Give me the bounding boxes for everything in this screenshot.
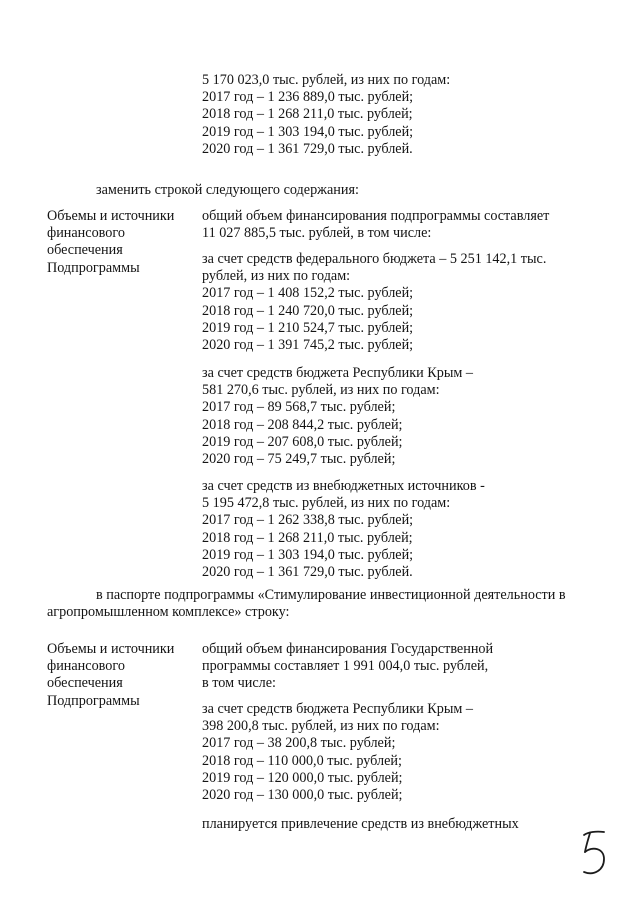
- passport-paragraph-line1: в паспорте подпрограммы «Стимулирование инвестиционной деятельности в: [96, 587, 566, 603]
- text-line: 11 027 885,5 тыс. рублей, в том числе:: [202, 225, 432, 242]
- text-line: 2017 год – 89 568,7 тыс. рублей;: [202, 399, 396, 416]
- text-line: 2019 год – 1 303 194,0 тыс. рублей;: [202, 123, 414, 140]
- text-line: 5 170 023,0 тыс. рублей, из них по годам:: [202, 72, 451, 88]
- label-line: обеспечения: [47, 675, 123, 692]
- table1-crimea-budget: [202, 365, 473, 468]
- text-line: 2017 год – 38 200,8 тыс. рублей;: [202, 735, 396, 752]
- passport-paragraph-line2: агропромышленном комплексе» строку:: [47, 604, 290, 620]
- text-line: 2018 год – 1 268 211,0 тыс. рублей;: [202, 106, 413, 123]
- text-line: 2019 год – 1 303 194,0 тыс. рублей;: [202, 546, 414, 563]
- replace-instruction: заменить строкой следующего содержания:: [96, 182, 359, 198]
- text-line: 2017 год – 1 262 338,8 тыс. рублей;: [202, 512, 414, 529]
- text-line: 398 200,8 тыс. рублей, из них по годам:: [202, 718, 440, 735]
- text-line: 2018 год – 110 000,0 тыс. рублей;: [202, 752, 402, 769]
- text-line: 2020 год – 1 361 729,0 тыс. рублей.: [202, 140, 413, 157]
- previous-funding-tail: [202, 72, 450, 158]
- text-line: программы составляет 1 991 004,0 тыс. рублей,: [202, 658, 489, 675]
- label-line: финансового: [47, 658, 125, 675]
- table1-total: [202, 208, 549, 242]
- label-line: Объемы и источники: [47, 208, 175, 224]
- label-line: Подпрограммы: [47, 692, 140, 709]
- text-line: в том числе:: [202, 675, 276, 692]
- text-line: общий объем финансирования Государственной: [202, 641, 494, 657]
- text-line: 2019 год – 120 000,0 тыс. рублей;: [202, 769, 403, 786]
- text-line: за счет средств бюджета Республики Крым –: [202, 365, 473, 381]
- handwritten-page-number: [574, 826, 614, 882]
- text-line: за счет средств федерального бюджета – 5 251 142,1 тыс.: [202, 251, 547, 267]
- text-line: 5 195 472,8 тыс. рублей, из них по годам:: [202, 495, 451, 512]
- label-line: обеспечения: [47, 242, 123, 259]
- label-line: финансового: [47, 225, 125, 242]
- text-line: 2017 год – 1 236 889,0 тыс. рублей;: [202, 89, 414, 106]
- table1-extrabudget: [202, 478, 485, 581]
- table2-total: [202, 641, 493, 693]
- handwritten-five-icon: [574, 826, 614, 882]
- text-line: 581 270,6 тыс. рублей, из них по годам:: [202, 382, 440, 399]
- label-line: Объемы и источники: [47, 641, 175, 657]
- text-line: 2019 год – 1 210 524,7 тыс. рублей;: [202, 319, 414, 336]
- text-line: 2018 год – 1 240 720,0 тыс. рублей;: [202, 302, 414, 319]
- text-line: 2018 год – 1 268 211,0 тыс. рублей;: [202, 529, 413, 546]
- text-line: 2020 год – 1 391 745,2 тыс. рублей;: [202, 337, 414, 354]
- text-line: 2020 год – 1 361 729,0 тыс. рублей.: [202, 564, 413, 581]
- label-line: Подпрограммы: [47, 259, 140, 276]
- text-line: 2018 год – 208 844,2 тыс. рублей;: [202, 416, 403, 433]
- text-line: 2020 год – 75 249,7 тыс. рублей;: [202, 451, 396, 468]
- text-line: 2017 год – 1 408 152,2 тыс. рублей;: [202, 285, 414, 302]
- table2-crimea-budget: [202, 701, 473, 804]
- text-line: за счет средств бюджета Республики Крым –: [202, 701, 473, 717]
- table2-extrabudget-intro: планируется привлечение средств из внебюджетных: [202, 816, 519, 832]
- text-line: 2019 год – 207 608,0 тыс. рублей;: [202, 433, 403, 450]
- table1-federal-budget: [202, 251, 546, 354]
- table2-label-cell: [47, 641, 174, 710]
- text-line: рублей, из них по годам:: [202, 268, 351, 285]
- table1-label-cell: [47, 208, 174, 277]
- text-line: за счет средств из внебюджетных источников -: [202, 478, 485, 494]
- text-line: общий объем финансирования подпрограммы составляет: [202, 208, 550, 224]
- text-line: 2020 год – 130 000,0 тыс. рублей;: [202, 787, 403, 804]
